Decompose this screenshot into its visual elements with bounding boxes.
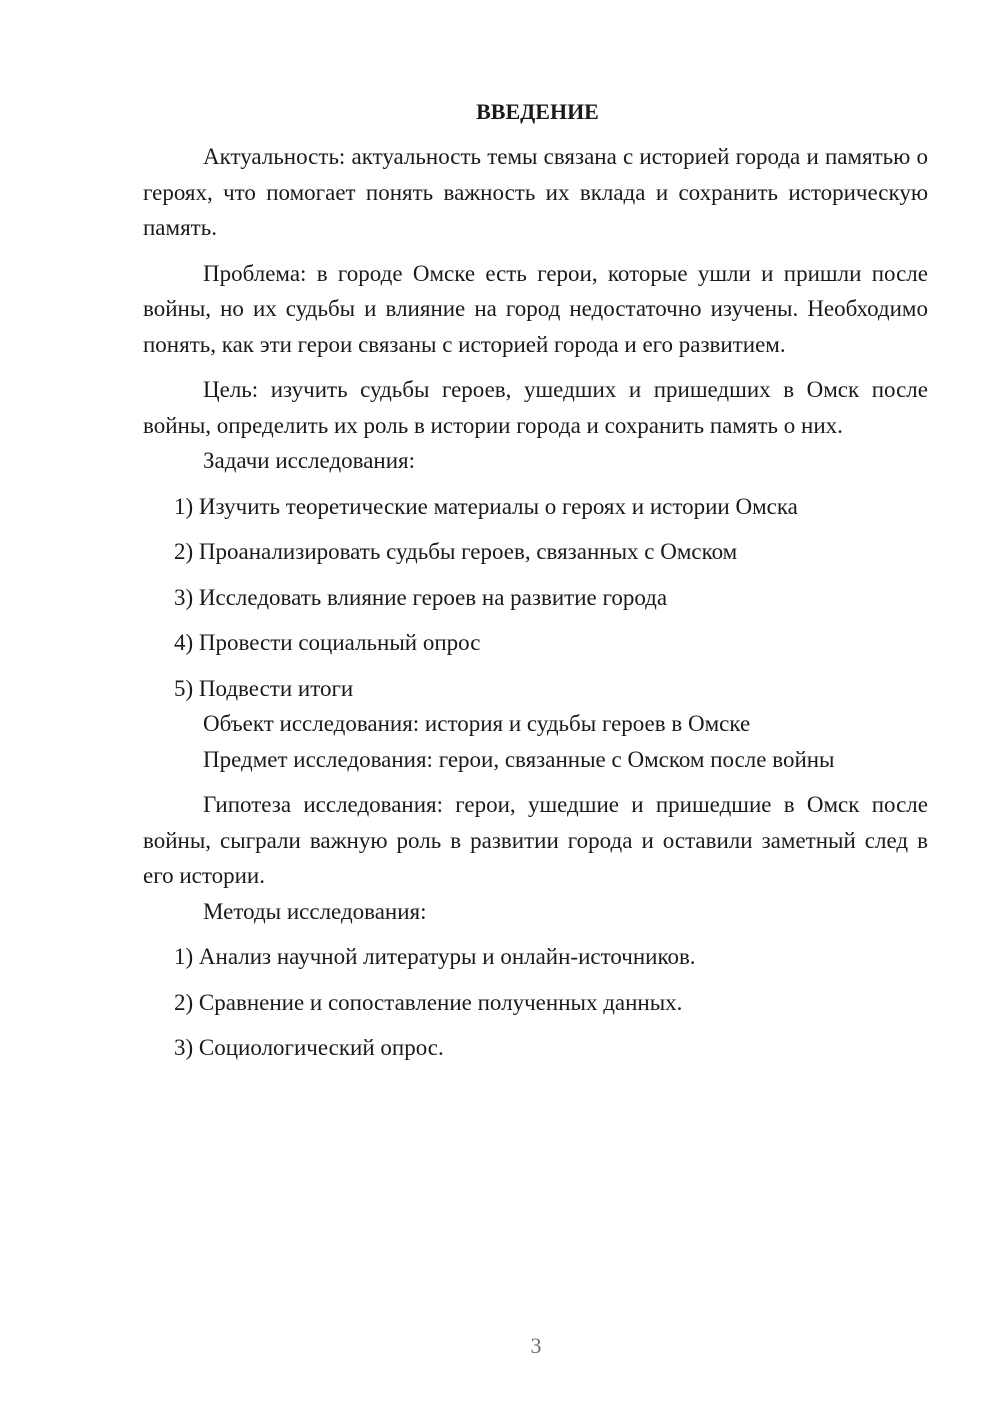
list-item: 3) Социологический опрос. [174, 1035, 444, 1060]
tasks-list [143, 489, 928, 707]
object-line: Объект исследования: история и судьбы героев в Омске [203, 711, 751, 736]
section-heading: ВВЕДЕНИЕ [476, 99, 599, 124]
list-item: 1) Изучить теоретические материалы о героях и истории Омска [174, 493, 798, 519]
page-number: 3 [530, 1333, 542, 1358]
subject-line: Предмет исследования: герои, связанные с Омском после войны [203, 746, 835, 772]
problem-paragraph: Проблема: в городе Омске есть герои, которые ушли и пришли после войны, но их судьбы и влияние на город недостаточно изучены. Необходимо понять, как эти герои связаны с историей города и его развитием. [143, 260, 928, 357]
list-item: 4) Провести социальный опрос [174, 630, 481, 655]
list-item: 3) Исследовать влияние героев на развитие города [174, 584, 668, 610]
tasks-title: Задачи исследования: [203, 448, 416, 473]
page-content [143, 94, 928, 1066]
methods-list [143, 939, 928, 1066]
goal-paragraph: Цель: изучить судьбы героев, ушедших и пришедших в Омск после войны, определить их роль в истории города и сохранить память о них. [143, 377, 928, 438]
relevance-paragraph: Актуальность: актуальность темы связана с историей города и памятью о героях, что помогает понять важность их вклада и сохранить историческую память. [143, 144, 928, 240]
list-item: 5) Подвести итоги [174, 675, 354, 701]
hypothesis-paragraph: Гипотеза исследования: герои, ушедшие и пришедшие в Омск после войны, сыграли важную роль в развитии города и оставили заметный след в его истории. [143, 792, 928, 888]
list-item: 2) Проанализировать судьбы героев, связанных с Омском [174, 539, 738, 564]
methods-title: Методы исследования: [203, 898, 427, 924]
list-item: 1) Анализ научной литературы и онлайн-источников. [174, 944, 696, 969]
list-item: 2) Сравнение и сопоставление полученных данных. [174, 989, 683, 1015]
